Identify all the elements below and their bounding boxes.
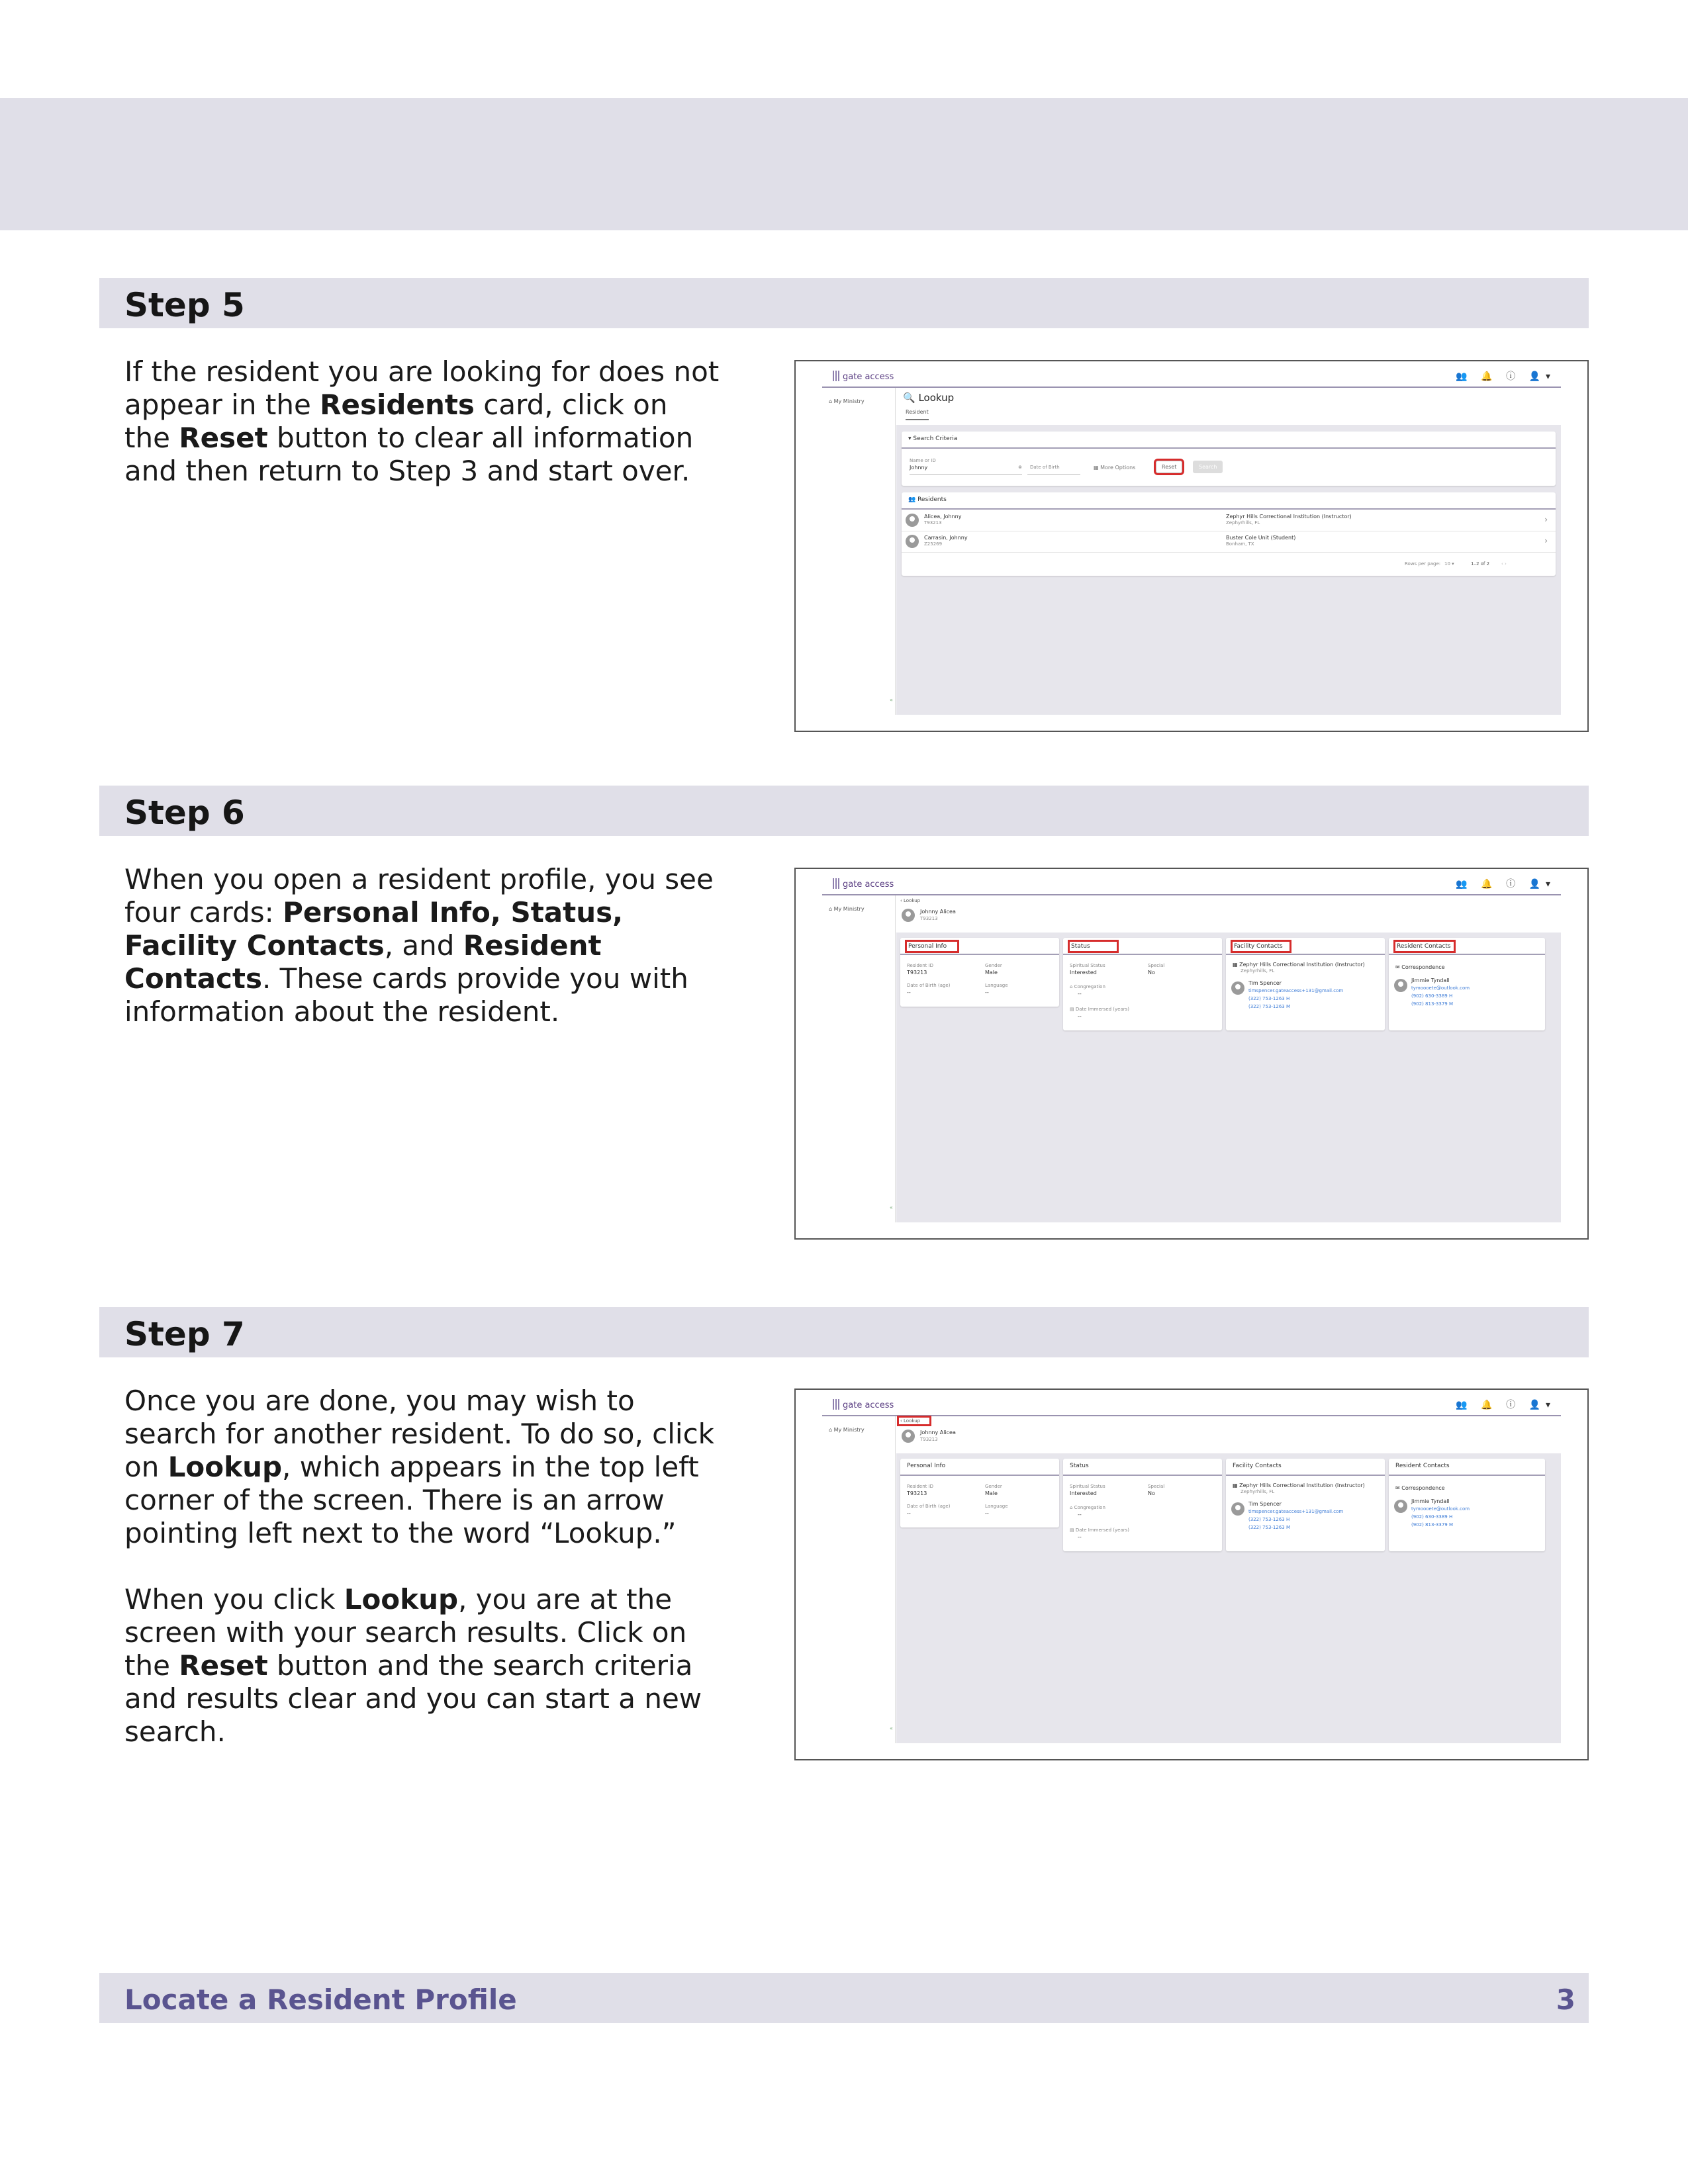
card-divider xyxy=(902,508,1556,510)
bold-text: Resident Contacts xyxy=(124,929,602,995)
avatar xyxy=(1394,979,1407,992)
resident-contacts-title: Resident Contacts xyxy=(1395,942,1454,951)
congregation-label-text: Congregation xyxy=(1074,1505,1105,1510)
step-5-text xyxy=(124,355,720,521)
resident-contacts-title: Resident Contacts xyxy=(1395,1463,1450,1469)
spiritual-status-value: Interested xyxy=(1070,1490,1097,1496)
avatar xyxy=(902,909,915,922)
name-id-value: Johnny xyxy=(910,465,928,471)
resident-id-label: Resident ID xyxy=(907,1484,934,1489)
page-title: 🔍 Lookup xyxy=(903,392,955,404)
facility-contacts-title: Facility Contacts xyxy=(1233,1463,1282,1469)
search-criteria-card xyxy=(902,432,1556,486)
step-5-heading-bar xyxy=(99,278,1589,328)
immersed-label: ▤ Date Immersed (years) xyxy=(1070,1007,1130,1012)
dob-placeholder: Date of Birth xyxy=(1030,465,1060,470)
language-label: Language xyxy=(985,1504,1008,1509)
search-button[interactable]: Search xyxy=(1193,461,1223,473)
more-options-label: More Options xyxy=(1100,465,1136,471)
profile-main xyxy=(896,1416,1561,1743)
footer-title: Locate a Resident Profile xyxy=(124,1983,517,2016)
bold-text: Lookup xyxy=(344,1583,459,1615)
back-lookup-link[interactable]: ‹ Lookup xyxy=(900,898,921,903)
app-sidebar xyxy=(822,388,896,715)
header-icons[interactable]: 👥 🔔 ⓘ 👤▾ xyxy=(1456,879,1556,889)
step-7-heading: Step 7 xyxy=(124,1315,245,1353)
text-segment: button and the search criteria and results clear and you can start a new search. xyxy=(124,1649,702,1748)
correspondence-text: Correspondence xyxy=(1401,1485,1445,1491)
resident-contact-phone-home[interactable]: (902) 630-3389 H xyxy=(1411,1514,1453,1520)
congregation-label: ⌂ Congregation xyxy=(1070,1505,1105,1510)
facility-location: Zephyrhills, FL xyxy=(1241,1489,1275,1494)
collapse-icon[interactable]: « xyxy=(890,697,893,703)
page-number: 3 xyxy=(1556,1983,1575,2016)
card-divider xyxy=(1063,954,1222,955)
name-id-input[interactable] xyxy=(910,458,1022,475)
chevron-right-icon[interactable]: › xyxy=(1544,536,1548,545)
residents-title: 👥 Residents xyxy=(908,496,947,503)
reset-button[interactable]: Reset xyxy=(1156,461,1182,473)
rows-per-page-label: Rows per page: xyxy=(1405,561,1441,567)
text-segment: , which appears in the top left corner of the screen. There is an arrow pointing left next to the word “Lookup.” xyxy=(124,1451,699,1549)
gender-label: Gender xyxy=(985,1484,1002,1489)
avatar xyxy=(906,535,919,548)
header-band xyxy=(0,98,1688,230)
back-lookup-link[interactable]: ‹ Lookup xyxy=(899,1418,929,1424)
gender-value: Male xyxy=(985,970,998,976)
avatar xyxy=(1231,981,1244,995)
header-icons[interactable]: 👥 🔔 ⓘ 👤▾ xyxy=(1456,1400,1556,1410)
app-sidebar xyxy=(822,1416,896,1743)
text-segment: button to clear all information and then return to Step 3 and start over. xyxy=(124,422,694,487)
lookup-main xyxy=(896,388,1561,715)
profile-header xyxy=(896,1416,1561,1453)
screenshot-step-6 xyxy=(794,868,1589,1240)
status-card xyxy=(1063,1459,1222,1551)
status-card xyxy=(1063,938,1222,1030)
profile-header xyxy=(896,895,1561,933)
resident-id: T93213 xyxy=(920,1437,938,1442)
app-header xyxy=(822,367,1561,388)
logo-icon xyxy=(833,1399,841,1410)
step-5-paragraph xyxy=(124,355,720,488)
app-sidebar xyxy=(822,895,896,1222)
step-6-heading: Step 6 xyxy=(124,794,245,832)
pagination-arrows[interactable]: ‹ › xyxy=(1501,561,1507,567)
residents-card xyxy=(902,492,1556,576)
screenshot-step-7 xyxy=(794,1388,1589,1760)
row-divider xyxy=(902,552,1556,553)
sidebar-item-label: My Ministry xyxy=(833,1427,865,1433)
card-divider xyxy=(902,447,1556,449)
residents-label: Residents xyxy=(917,496,947,503)
facility-contact-phone-home[interactable]: (322) 753-1263 H xyxy=(1248,1517,1290,1522)
congregation-value: -- xyxy=(1078,1512,1082,1518)
facility-contact-phone-mobile[interactable]: (322) 753-1263 M xyxy=(1248,1525,1291,1530)
pagination-range: 1–2 of 2 xyxy=(1471,561,1490,567)
facility-contact-name: Tim Spencer xyxy=(1248,980,1282,986)
more-options-button[interactable]: ▦ More Options xyxy=(1094,465,1136,471)
special-value: No xyxy=(1148,970,1155,976)
congregation-label-text: Congregation xyxy=(1074,984,1105,989)
facility-name-text: Zephyr Hills Correctional Institution (Instructor) xyxy=(1239,962,1365,968)
text-segment: Once you are done, you may wish to search for another resident. To do so, click on xyxy=(124,1385,714,1483)
header-icons[interactable]: 👥 🔔 ⓘ 👤▾ xyxy=(1456,371,1556,382)
app-header xyxy=(822,1395,1561,1416)
text-segment: If the resident you are looking for does not appear in the xyxy=(124,355,720,421)
facility-name: ▦ Zephyr Hills Correctional Institution (Instructor) xyxy=(1233,1482,1365,1488)
immersed-value: -- xyxy=(1078,1013,1082,1019)
step-7-text xyxy=(124,1385,720,1782)
congregation-value: -- xyxy=(1078,991,1082,997)
search-criteria-label: Search Criteria xyxy=(913,435,958,442)
bold-text: Reset xyxy=(179,1649,268,1682)
tab-resident[interactable]: Resident xyxy=(906,409,929,420)
card-divider xyxy=(900,1475,1059,1476)
facility-contact-email[interactable]: timspencer.gateaccess+131@gmail.com xyxy=(1248,1509,1344,1514)
app-header xyxy=(822,874,1561,895)
personal-info-card xyxy=(900,938,1059,1007)
immersed-label-text: Date Immersed (years) xyxy=(1075,1007,1130,1012)
special-label: Special xyxy=(1148,963,1165,968)
card-divider xyxy=(1226,954,1385,955)
sidebar-item-label: My Ministry xyxy=(833,906,865,912)
clear-icon[interactable]: ⊗ xyxy=(1018,465,1022,470)
facility-contact-phone-home[interactable]: (322) 753-1263 H xyxy=(1248,996,1290,1001)
status-title: Status xyxy=(1070,942,1117,951)
bold-text: Lookup xyxy=(167,1451,283,1483)
language-label: Language xyxy=(985,983,1008,988)
sidebar-item-my-ministry[interactable]: ⌂ My Ministry xyxy=(829,398,865,404)
spiritual-status-label: Spiritual Status xyxy=(1070,1484,1105,1489)
status-title: Status xyxy=(1070,1463,1089,1469)
resident-id-value: T93213 xyxy=(907,970,927,976)
facility-contacts-title: Facility Contacts xyxy=(1233,942,1289,951)
dob-label: Date of Birth (age) xyxy=(907,983,951,988)
correspondence-text: Correspondence xyxy=(1401,964,1445,970)
facility-contacts-card xyxy=(1226,938,1385,1030)
step-5-heading: Step 5 xyxy=(124,286,245,324)
resident-id: T93213 xyxy=(924,520,942,525)
spiritual-status-value: Interested xyxy=(1070,970,1097,976)
bold-text: Residents xyxy=(320,388,475,421)
special-label: Special xyxy=(1148,1484,1165,1489)
dob-label: Date of Birth (age) xyxy=(907,1504,951,1509)
sidebar-item-my-ministry[interactable]: ⌂ My Ministry xyxy=(829,1427,865,1433)
dob-value: -- xyxy=(907,1510,911,1516)
profile-main xyxy=(896,895,1561,1222)
resident-contacts-card xyxy=(1389,1459,1545,1551)
collapse-icon[interactable]: « xyxy=(890,1205,893,1210)
search-criteria-title: ▾ Search Criteria xyxy=(908,435,958,442)
special-value: No xyxy=(1148,1490,1155,1496)
avatar xyxy=(906,514,919,527)
resident-contact-name: Jimmie Tyndall xyxy=(1411,1498,1450,1504)
app-logo xyxy=(833,1399,894,1410)
text-segment: When you open a resident profile, you see four cards: xyxy=(124,863,714,929)
personal-info-title: Personal Info xyxy=(907,942,957,951)
resident-id: T93213 xyxy=(920,916,938,921)
text-segment: . These cards provide you with information about the resident. xyxy=(124,962,688,1028)
correspondence-label: ✉ Correspondence xyxy=(1395,964,1445,970)
resident-contact-phone-mobile[interactable]: (902) 813-3379 M xyxy=(1411,1522,1454,1527)
avatar xyxy=(1394,1500,1407,1513)
resident-contact-phone-home[interactable]: (902) 630-3389 H xyxy=(1411,993,1453,999)
gender-value: Male xyxy=(985,1490,998,1496)
dob-value: -- xyxy=(907,989,911,995)
bold-text: Reset xyxy=(179,422,268,454)
resident-id: Z25269 xyxy=(924,541,943,547)
resident-contact-email[interactable]: tymoooete@outlook.com xyxy=(1411,985,1470,991)
resident-name: Johnny Alicea xyxy=(920,1430,956,1435)
resident-location: Zephyrhills, FL xyxy=(1226,520,1260,525)
avatar xyxy=(1231,1502,1244,1516)
resident-contacts-card xyxy=(1389,938,1545,1030)
logo-text: gate access xyxy=(843,372,894,382)
logo-text: gate access xyxy=(843,880,894,889)
text-segment: card, click on the xyxy=(124,388,668,454)
resident-facility: Buster Cole Unit (Student) xyxy=(1226,535,1296,541)
card-divider xyxy=(1389,954,1545,955)
facility-location: Zephyrhills, FL xyxy=(1241,968,1275,974)
avatar xyxy=(902,1430,915,1443)
gender-label: Gender xyxy=(985,963,1002,968)
spiritual-status-label: Spiritual Status xyxy=(1070,963,1105,968)
immersed-label: ▤ Date Immersed (years) xyxy=(1070,1527,1130,1533)
resident-name: Carrasin, Johnny xyxy=(924,535,968,541)
language-value: -- xyxy=(985,989,989,995)
page-title-text: Lookup xyxy=(918,392,955,404)
facility-contact-email[interactable]: timspencer.gateaccess+131@gmail.com xyxy=(1248,988,1344,993)
card-divider xyxy=(1226,1475,1385,1476)
facility-name-text: Zephyr Hills Correctional Institution (Instructor) xyxy=(1239,1482,1365,1488)
facility-contact-name: Tim Spencer xyxy=(1248,1501,1282,1507)
text-segment: , you are at the screen with your search results. Click on the xyxy=(124,1583,687,1682)
text-segment: When you click xyxy=(124,1583,344,1615)
lookup-header xyxy=(896,388,1561,425)
resident-contact-email[interactable]: tymoooete@outlook.com xyxy=(1411,1506,1470,1512)
facility-contact-phone-mobile[interactable]: (322) 753-1263 M xyxy=(1248,1004,1291,1009)
logo-icon xyxy=(833,371,841,381)
resident-id-label: Resident ID xyxy=(907,963,934,968)
language-value: -- xyxy=(985,1510,989,1516)
facility-contacts-card xyxy=(1226,1459,1385,1551)
resident-name: Alicea, Johnny xyxy=(924,514,962,520)
card-divider xyxy=(1063,1475,1222,1476)
resident-id-value: T93213 xyxy=(907,1490,927,1496)
step-6-heading-bar xyxy=(99,786,1589,836)
footer-bar xyxy=(99,1973,1589,2023)
app-logo xyxy=(833,371,894,382)
logo-text: gate access xyxy=(843,1400,894,1410)
correspondence-label: ✉ Correspondence xyxy=(1395,1485,1445,1491)
dob-input[interactable] xyxy=(1027,458,1080,475)
resident-contact-phone-mobile[interactable]: (902) 813-3379 M xyxy=(1411,1001,1454,1007)
bold-text: Personal Info, Status, Facility Contacts xyxy=(124,896,624,962)
facility-name: ▦ Zephyr Hills Correctional Institution (Instructor) xyxy=(1233,962,1365,968)
immersed-label-text: Date Immersed (years) xyxy=(1075,1527,1130,1533)
text-segment: , and xyxy=(384,929,463,962)
resident-contact-name: Jimmie Tyndall xyxy=(1411,978,1450,983)
step-7-heading-bar xyxy=(99,1307,1589,1357)
step-7-paragraph-1 xyxy=(124,1385,720,1550)
immersed-value: -- xyxy=(1078,1534,1082,1540)
sidebar-item-label: My Ministry xyxy=(833,398,865,404)
rows-per-page-select[interactable]: 10 ▾ xyxy=(1444,561,1454,567)
congregation-label: ⌂ Congregation xyxy=(1070,984,1105,989)
logo-icon xyxy=(833,878,841,889)
name-id-label: Name or ID xyxy=(910,458,936,463)
step-6-text xyxy=(124,863,720,1062)
resident-location: Bonham, TX xyxy=(1226,541,1254,547)
resident-facility: Zephyr Hills Correctional Institution (Instructor) xyxy=(1226,514,1352,520)
app-logo xyxy=(833,878,894,889)
chevron-right-icon[interactable]: › xyxy=(1544,515,1548,524)
collapse-icon[interactable]: « xyxy=(890,1725,893,1731)
personal-info-title: Personal Info xyxy=(907,1463,946,1469)
card-divider xyxy=(900,954,1059,955)
sidebar-item-my-ministry[interactable]: ⌂ My Ministry xyxy=(829,906,865,912)
step-7-paragraph-2 xyxy=(124,1583,720,1749)
screenshot-step-5 xyxy=(794,360,1589,732)
personal-info-card xyxy=(900,1459,1059,1527)
step-6-paragraph xyxy=(124,863,720,1028)
card-divider xyxy=(1389,1475,1545,1476)
resident-name: Johnny Alicea xyxy=(920,909,956,915)
